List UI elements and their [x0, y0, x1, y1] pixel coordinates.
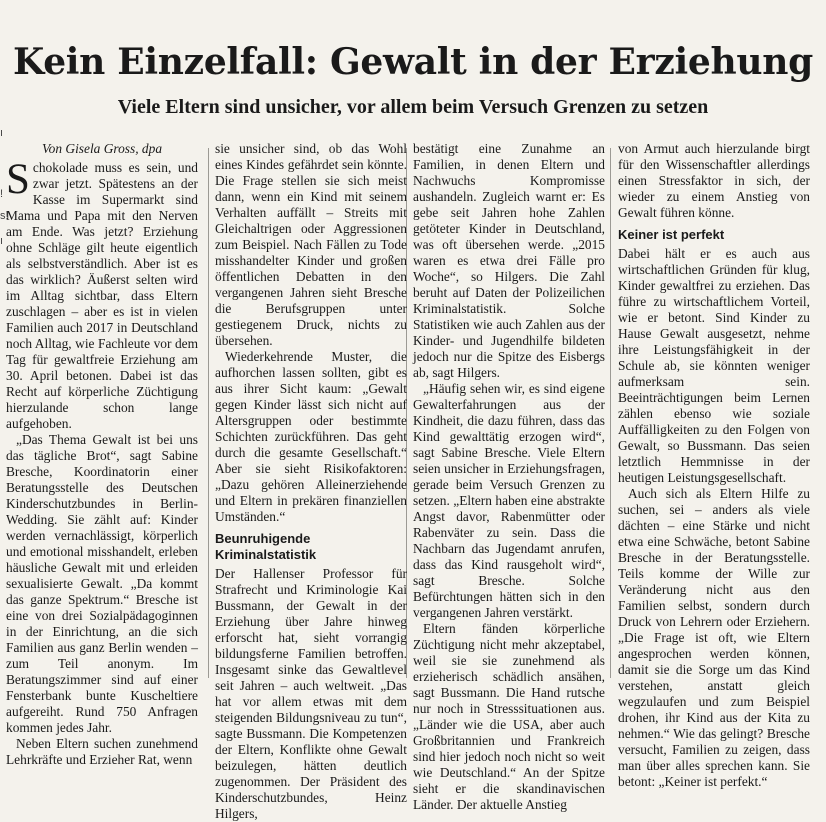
paragraph: „Häufig sehen wir, es sind eigene Gewalterfahrungen aus der Kindheit, die dazu führen, dass das Kind gewalttätig erzogen wird“, sagt Sabine Bresche. Viele Eltern seien unsicher in Erziehungsfragen, gerade beim Versuch Grenzen zu setzen. „Eltern haben eine abstrakte Angst davor, Rabenmütter oder Rabenväter zu sein. Dass die Nachbarn das Jugendamt anrufen, dass das Kind rausgeholt wird“, sagt Bresche. Solche Befürchtungen hätten sich in den vergangenen Jahren verstärkt. [413, 381, 605, 620]
column-divider [208, 148, 209, 678]
paragraph: Der Hallenser Professor für Strafrecht und Kriminologie Kai Bussmann, der Gewalt in der Erziehung über Jahre hinweg erforscht hat, sieht vorrangig bildungsferne Familien betroffen. Insgesamt sinke das Gewaltlevel seit Jahren – auch weltweit. „Das hat vor allem etwas mit dem steigenden Bildungsniveau zu tun“, sagte Bussmann. Die Kompetenzen der Eltern, Konflikte ohne Gewalt beizulegen, hätten deutlich zugenommen. Der Präsident des Kinderschutzbundes, Heinz Hilgers, [215, 566, 407, 821]
section-subtitle: Keiner ist perfekt [618, 227, 725, 242]
byline: Von Gisela Gross, dpa [41, 141, 163, 156]
paragraph: bestätigt eine Zunahme an Familien, in denen Eltern und Nachwuchs Kompromisse aushandeln. Zugleich warnt er: Es gebe seit Jahren hohe Zahlen getöteter Kinder in Deutschland, was oft übersehen werde. „2015 waren es etwa drei Fälle pro Woche“, so Hilgers. Die Zahl beruht auf Daten der Polizeilichen Kriminalstatistik. Solche Statistiken wie auch Zahlen aus der Kinder- und Jugendhilfe bildeten jedoch nur die Spitze des Eisbergs ab, sagt Hilgers. [413, 141, 605, 380]
section-subtitle: Beunruhigende Kriminalstatistik [215, 531, 317, 562]
edge-mark: ı [0, 235, 4, 247]
column-2 [215, 141, 407, 822]
lead-text: chokolade muss es sein, und zwar jetzt. Spätestens an der Kasse im Supermarkt sind Mama und Papa mit den Nerven am Ende. Was jetzt? Erziehung ohne Schläge gilt heute eigentlich als selbstverständlich. Aber ist es das wirklich? Äußerst selten wird im Alltag sichtbar, dass Eltern zuschlagen – aber es ist in vielen Familien auch 2017 in Deutschland noch Alltag, wie Fachleute vor dem Tag für gewaltfreie Erziehung am 30. April betonen. Dabei ist das Recht auf körperliche Züchtigung hierzulande schon lange aufgehoben. [6, 160, 198, 431]
column-3 [413, 141, 605, 813]
headline: Kein Einzelfall: Gewalt in der Erziehung [13, 41, 813, 83]
paragraph: Dabei hält er es auch aus wirtschaftlichen Gründen für klug, Kinder gewaltfrei zu erziehen. Das führe zu wirtschaftlichem Vorteil, wie er betont. Sind Kinder zu Hause Gewalt ausgesetzt, nehme ihre Leistungsfähigkeit in der Schule ab, sie könnten weniger aufmerksam sein. Beeinträchtigungen beim Lernen zählen ebenso wie soziale Auffälligkeiten zu den Folgen von Gewalt, so Bussmann. Das seien letztlich Hemmnisse in der heutigen Leistungsgesellschaft. [618, 246, 810, 485]
subheadline: Viele Eltern sind unsicher, vor allem beim Versuch Grenzen zu setzen [117, 96, 709, 118]
paragraph: „Das Thema Gewalt ist bei uns das tägliche Brot“, sagt Sabine Bresche, Koordinatorin einer Beratungsstelle des Deutschen Kinderschutzbundes in Berlin-Wedding. Sie zählt auf: Kinder werden vernachlässigt, körperlich und emotional misshandelt, erleben häusliche Gewalt mit und erleiden sexualisierte Gewalt. „Da kommt das ganze Spektrum.“ Bresche ist eine von drei Sozialpädagoginnen in der Einrichtung, an die sich Familien aus ganz Berlin wenden – zum Teil anonym. Im Beratungszimmer sind auf einer Fensterbank bunte Kuscheltiere aufgereiht. Rund 750 Anfragen kommen jedes Jahr. [6, 432, 198, 735]
edge-mark: s! [0, 210, 9, 222]
edge-mark: ı [0, 127, 4, 139]
paragraph: Wiederkehrende Muster, die aufhorchen lassen sollten, gibt es aus ihrer Sicht kaum: „Gewalt gegen Kinder lässt sich nicht auf Altersgruppen oder bestimmte Schichten zurückführen. Das geht durch die gesamte Gesellschaft.“ Aber sie sieht Risikofaktoren: „Dazu gehören Alleinerziehende und Eltern in prekären finanziellen Umständen.“ [215, 349, 407, 524]
paragraph: Eltern fänden körperliche Züchtigung nicht mehr akzeptabel, weil sie sie zunehmend als erzieherisch schädlich ansähen, sagt Bussmann. Die Hand rutsche nur noch in Stresssituationen aus. „Länder wie die USA, aber auch Großbritannien und Frankreich sind hier jedoch noch nicht so weit wie Deutschland.“ An der Spitze sieht er die skandinavischen Länder. Der aktuelle Anstieg [413, 621, 605, 812]
drop-cap: S [6, 156, 30, 203]
paragraph: von Armut auch hierzulande birgt für den Wissenschaftler allerdings einen Stressfaktor in sich, der wieder zu einem Anstieg von Gewalt führen könne. [618, 141, 810, 220]
edge-mark: ! [0, 188, 4, 200]
paragraph: sie unsicher sind, ob das Wohl eines Kindes gefährdet sein könnte. Die Frage stellen sie sich meist dann, wenn ein Kind mit seinem Verhalten auffällt – Streits mit Gleichaltrigen oder Aggressionen zum Beispiel. Nach Fällen zu Tode misshandelter Kinder und großen öffentlichen Debatten in den vergangenen Jahren sieht Bresche die Berufsgruppen unter gestiegenem Druck, nichts zu übersehen. [215, 141, 407, 348]
column-1 [6, 141, 198, 768]
paragraph: Auch sich als Eltern Hilfe zu suchen, sei – anders als viele dächten – eine Stärke und nicht etwa eine Schwäche, betont Sabine Bresche in der Beratungsstelle. Teils komme der Wille zur Veränderung nicht aus den Familien selbst, sondern durch Druck von Lehrern oder Erziehern. „Die Frage ist oft, wie Eltern angesprochen werden können, damit sie die Sorge um das Kind verstehen, anstatt gleich wegzulaufen und zum Beispiel drohen, ihr Kind aus der Kita zu nehmen.“ Wie das gelingt? Bresche versucht, Familien zu zeigen, dass man über alles sprechen kann. Sie betont: „Keiner ist perfekt.“ [618, 486, 810, 789]
paragraph: Neben Eltern suchen zunehmend Lehrkräfte und Erzieher Rat, wenn [6, 736, 198, 767]
column-4 [618, 141, 810, 790]
column-divider [610, 148, 611, 678]
lead-paragraph [6, 156, 198, 432]
